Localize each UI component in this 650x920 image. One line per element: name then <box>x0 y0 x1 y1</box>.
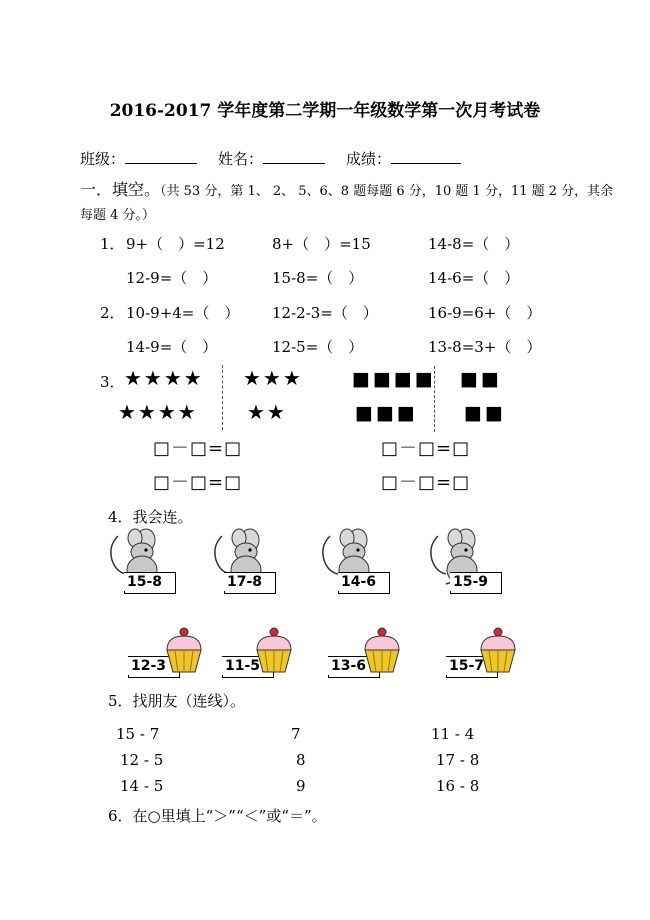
mouse-label-3: 14-6 <box>338 573 379 591</box>
q2-item-2-1[interactable]: 14-9=（ ） <box>126 338 218 356</box>
q3-number: 3． <box>100 373 125 391</box>
cupcake-icon <box>478 626 518 674</box>
q6-title-prefix: 6．在 <box>108 807 148 825</box>
q1-item-1-2[interactable]: 8+（ ）=15 <box>272 235 371 253</box>
q2-item-1-2[interactable]: 12-2-3=（ ） <box>272 304 378 322</box>
q5-right-2[interactable]: 17 - 8 <box>436 751 480 769</box>
cupcake-card-2[interactable] <box>254 626 294 674</box>
q5-left-3[interactable]: 14 - 5 <box>120 777 164 795</box>
section1-heading-line <box>80 177 613 200</box>
class-blank[interactable] <box>125 149 197 164</box>
score-label: 成绩： <box>346 150 392 168</box>
q5-left-1[interactable]: 15 - 7 <box>116 725 160 743</box>
page-title: 2016-2017 学年度第二学期一年级数学第一次月考试卷 <box>109 101 541 121</box>
squares-group-b-row2: ■■ <box>464 402 506 424</box>
q2-item-1-1[interactable]: 10-9+4=（ ） <box>126 304 240 322</box>
q1-item-2-1[interactable]: 12-9=（ ） <box>126 269 218 287</box>
q1-number: 1． <box>100 235 125 253</box>
cake-label-3: 13-6 <box>328 657 369 675</box>
q5-middle-1[interactable]: 7 <box>291 725 301 743</box>
q6-title <box>108 805 327 826</box>
cupcake-card-1[interactable] <box>164 626 204 674</box>
stars-group-b-row1: ★★★ <box>243 366 303 390</box>
class-label: 班级： <box>80 150 126 168</box>
cake-label-4: 15-7 <box>446 657 487 675</box>
stars-divider <box>222 365 223 430</box>
stars-equation-1[interactable]: □－□=□ <box>153 438 243 459</box>
cupcake-icon <box>164 626 204 674</box>
squares-equation-2[interactable]: □－□=□ <box>381 472 471 493</box>
score-field <box>346 148 461 169</box>
q2-item-2-3[interactable]: 13-8=3+（ ） <box>428 338 542 356</box>
stars-group-a-row2: ★★★★ <box>118 400 198 424</box>
q4-title: 4．我会连。 <box>108 508 193 526</box>
q5-right-3[interactable]: 16 - 8 <box>436 777 480 795</box>
squares-group-b-row1: ■■ <box>460 368 502 390</box>
q5-right-1[interactable]: 11 - 4 <box>431 725 475 743</box>
stars-group-a-row1: ★★★★ <box>124 366 204 390</box>
section1-note-line2: 每题 4 分。） <box>80 208 156 223</box>
cake-label-2: 11-5 <box>222 657 263 675</box>
stars-group-b-row2: ★★ <box>247 400 287 424</box>
name-field <box>218 148 325 169</box>
cupcake-card-4[interactable] <box>478 626 518 674</box>
cupcake-icon <box>254 626 294 674</box>
mouse-label-4: 15-9 <box>450 573 491 591</box>
score-blank[interactable] <box>391 149 461 164</box>
name-label: 姓名： <box>218 150 264 168</box>
q1-item-1-1[interactable]: 9+（ ）=12 <box>126 235 225 253</box>
squares-divider <box>434 366 435 432</box>
squares-equation-1[interactable]: □－□=□ <box>381 438 471 459</box>
section1-note-line1: （共 53 分，第 1、 2、 5、6、8 题每题 6 分，10 题 1 分，11 题 2 分，其余 <box>160 184 614 199</box>
q6-title-suffix: 里填上“＞”“＜”或“＝”。 <box>160 807 327 825</box>
cupcake-card-3[interactable] <box>362 626 402 674</box>
squares-group-a-row1: ■■■■ <box>352 368 436 390</box>
q5-title: 5．找朋友（连线）。 <box>108 692 246 710</box>
mouse-label-2: 17-8 <box>224 573 265 591</box>
q5-middle-3[interactable]: 9 <box>296 777 306 795</box>
section1-heading: 一．填空。 <box>80 180 161 199</box>
cake-label-1: 12-3 <box>128 657 169 675</box>
mouse-label-1: 15-8 <box>124 573 165 591</box>
name-blank[interactable] <box>263 149 325 164</box>
q1-item-1-3[interactable]: 14-8=（ ） <box>428 235 520 253</box>
squares-group-a-row2: ■■■ <box>355 402 418 424</box>
q2-item-1-3[interactable]: 16-9=6+（ ） <box>428 304 542 322</box>
q5-middle-2[interactable]: 8 <box>296 751 306 769</box>
class-field <box>80 148 197 169</box>
q1-item-2-3[interactable]: 14-6=（ ） <box>428 269 520 287</box>
q2-number: 2． <box>100 304 125 322</box>
q5-left-2[interactable]: 12 - 5 <box>120 751 164 769</box>
stars-equation-2[interactable]: □－□=□ <box>153 472 243 493</box>
q2-item-2-2[interactable]: 12-5=（ ） <box>272 338 364 356</box>
circle-icon: ○ <box>147 807 161 825</box>
q1-item-2-2[interactable]: 15-8=（ ） <box>272 269 364 287</box>
cupcake-icon <box>362 626 402 674</box>
